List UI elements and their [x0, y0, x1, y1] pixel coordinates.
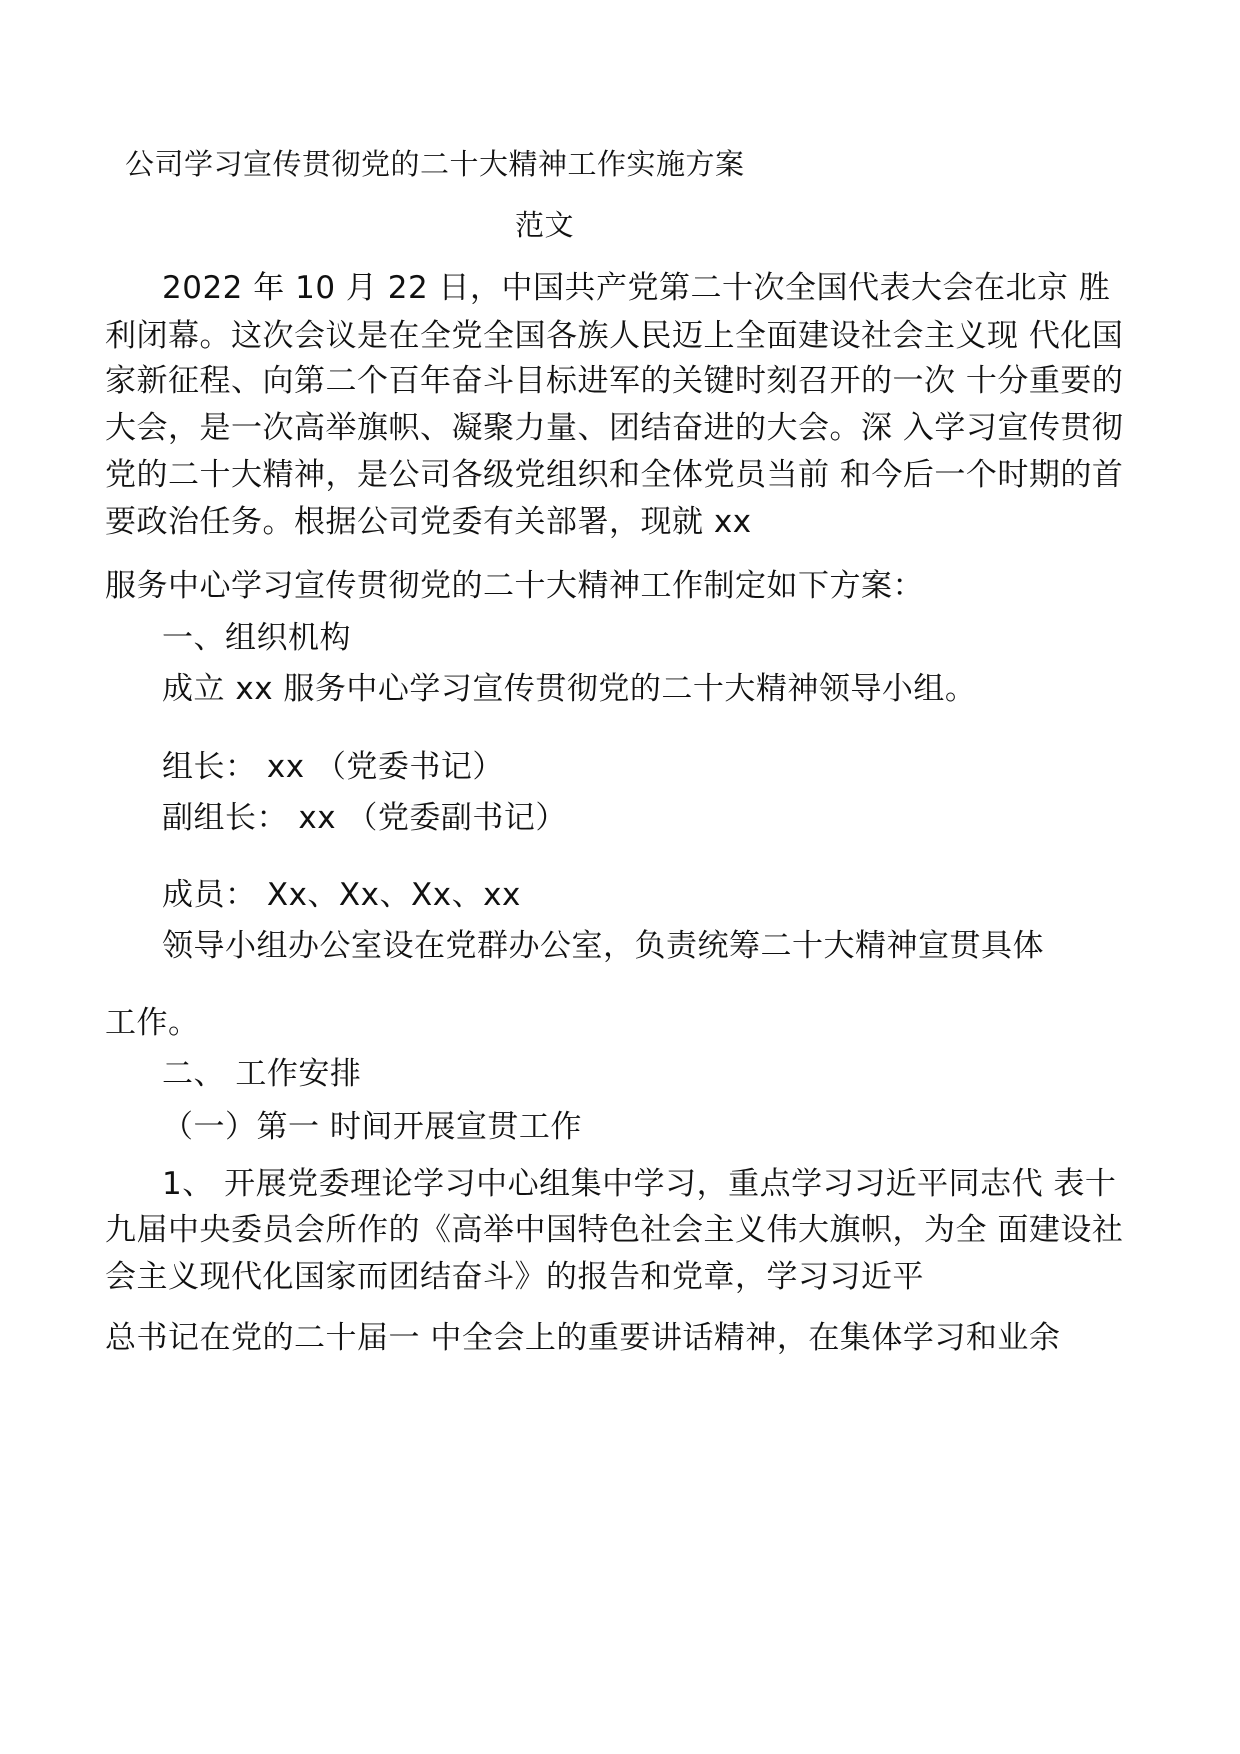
list-item: 组长： xx （党委书记） — [162, 749, 504, 785]
paragraph-line: 党的二十大精神，是公司各级党组织和全体党员当前 和今后一个时期的首 — [105, 457, 1124, 493]
paragraph-line: 九届中央委员会所作的《高举中国特色社会主义伟大旗帜，为全 面建设社 — [105, 1212, 1124, 1248]
subsection-heading: （一）第一 时间开展宣贯工作 — [162, 1109, 582, 1145]
paragraph-line: 1、 开展党委理论学习中心组集中学习，重点学习习近平同志代 表十 — [162, 1166, 1117, 1202]
list-item: 成员： Xx、Xx、Xx、xx — [162, 877, 521, 913]
paragraph-line: 会主义现代化国家而团结奋斗》的报告和党章，学习习近平 — [105, 1259, 924, 1295]
paragraph-line: 2022 年 10 月 22 日，中国共产党第二十次全国代表大会在北京 胜 — [162, 270, 1111, 306]
paragraph-line: 利闭幕。这次会议是在全党全国各族人民迈上全面建设社会主义现 代化国 — [105, 318, 1124, 354]
paragraph-line: 工作。 — [105, 1005, 200, 1041]
document-title: 公司学习宣传贯彻党的二十大精神工作实施方案 — [125, 147, 745, 181]
paragraph-line: 要政治任务。根据公司党委有关部署，现就 xx — [105, 504, 752, 540]
paragraph-line: 总书记在党的二十届一 中全会上的重要讲话精神，在集体学习和业余 — [105, 1320, 1061, 1356]
section-heading: 一、组织机构 — [162, 620, 351, 656]
paragraph-line: 成立 xx 服务中心学习宣传贯彻党的二十大精神领导小组。 — [162, 671, 977, 707]
paragraph-line: 领导小组办公室设在党群办公室，负责统筹二十大精神宣贯具体 — [162, 928, 1044, 964]
list-item: 副组长： xx （党委副书记） — [162, 800, 567, 836]
section-heading: 二、 工作安排 — [162, 1056, 362, 1092]
paragraph-line: 大会，是一次高举旗帜、凝聚力量、团结奋进的大会。深 入学习宣传贯彻 — [105, 410, 1124, 446]
paragraph-line: 服务中心学习宣传贯彻党的二十大精神工作制定如下方案： — [105, 568, 924, 604]
document-subtitle: 范文 — [515, 208, 575, 242]
paragraph-line: 家新征程、向第二个百年奋斗目标进军的关键时刻召开的一次 十分重要的 — [105, 363, 1124, 399]
